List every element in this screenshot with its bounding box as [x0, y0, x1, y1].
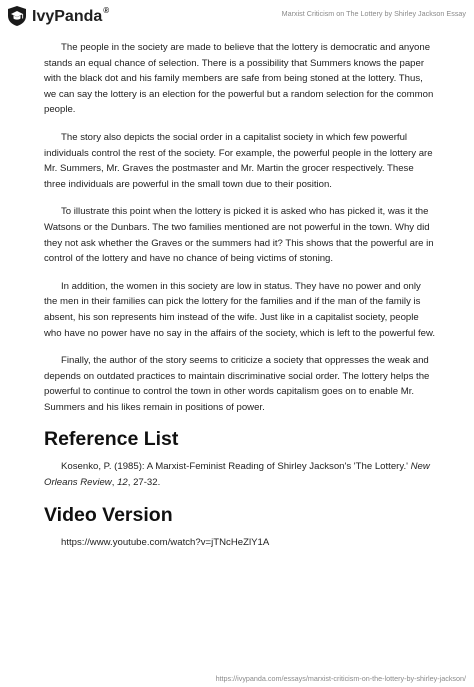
brand-name: IvyPanda®	[32, 6, 110, 25]
page-header	[0, 0, 474, 34]
graduation-cap-shield-icon	[6, 5, 28, 27]
reference-journal: New Orleans Review	[44, 461, 430, 489]
document-title: Marxist Criticism on The Lottery by Shirley Jackson Essay	[281, 9, 466, 18]
footer-url[interactable]: https://ivypanda.com/essays/marxist-criticism-on-the-lottery-by-shirley-jackson/	[215, 674, 466, 683]
reference-entry	[44, 459, 436, 490]
body-paragraph: Finally, the author of the story seems to criticize a society that oppresses the weak and depends on outdated practices to maintain discriminative social order. The lottery helps the powerful to continue to control the town in other words capitalism goes on to enable Mr. Summers and his likes remain in positions of power.	[44, 355, 430, 413]
reference-pages: , 27-32.	[127, 477, 161, 489]
essay-content	[44, 40, 436, 550]
body-paragraph: The story also depicts the social order in a capitalist society in which few powerful individuals control the rest of the society. For example, the powerful people in the lottery are Mr. Summers, Mr. Graves the postmaster and Mr. Martin the grocer respectively. These three individuals are powerful in the small town due to their position.	[44, 131, 433, 190]
reference-list-heading: Reference List	[44, 428, 179, 451]
reference-separator: ,	[111, 477, 118, 489]
body-paragraph: To illustrate this point when the lottery is picked it is asked who has picked it, was it the Watsons or the Dunbars. The two families mentioned are not powerful in the town. Why did they not ask whether the Graves or the summers had it? This shows that the powerful are in control of the lottery and have no chance of being victims of stoning.	[44, 206, 434, 265]
registered-mark: ®	[103, 6, 110, 15]
reference-author: Kosenko, P. (1985): A Marxist-Feminist Reading of Shirley Jackson's 'The Lottery.'	[61, 461, 408, 473]
video-version-heading: Video Version	[44, 503, 173, 526]
body-paragraph: In addition, the women in this society are low in status. They have no power and only the men in their families can pick the lottery for the families and if the man of the family is absent, his son represents him instead of the wife. Just like in a capitalist society, people who have no power have no say in the affairs of the society, which is left to the powerful few.	[44, 280, 436, 339]
video-link[interactable]: https://www.youtube.com/watch?v=jTNcHeZlY1A	[61, 536, 270, 548]
ivypanda-logo[interactable]	[6, 5, 109, 27]
reference-volume: 12	[117, 477, 128, 489]
body-paragraph: The people in the society are made to believe that the lottery is democratic and anyone stands an equal chance of selection. There is a possibility that Summers knows the paper with the black dot and his family members are safe from being stoned at the lottery. Thus, we can say the lottery is an election for the powerful but a random selection for the common people.	[44, 42, 434, 116]
